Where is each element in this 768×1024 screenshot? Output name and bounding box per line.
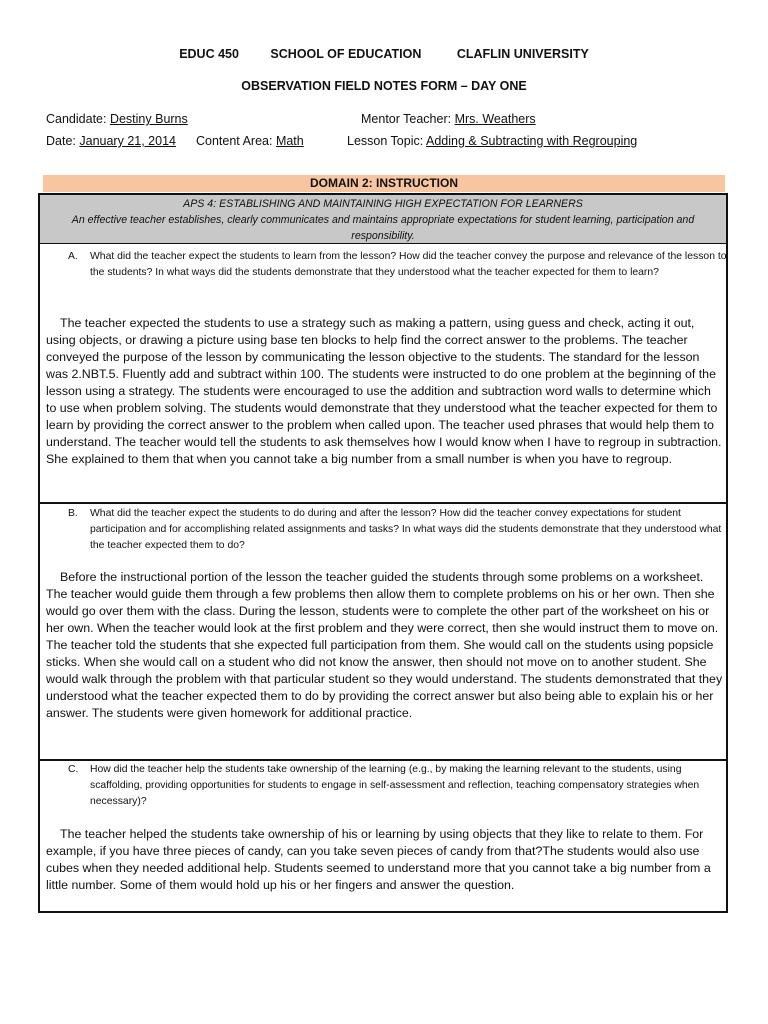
lesson-topic-value: Adding & Subtracting with Regrouping <box>426 134 638 148</box>
answer-a: The teacher expected the students to use a strategy such as making a pattern, using guess and check, acting it out, using objects, or drawing a picture using base ten blocks to help find the correct answer to the problems. The teacher conveyed the purpose of the lesson by communicating the lesson objective to the students. The standard for the lesson was 2.NBT.5. Fluently add and subtract within 100. The students were instructed to do one problem at the beginning of the lesson using a strategy. The students were encouraged to use the addition and subtraction word walls to determine which to use when problem solving. The students would demonstrate that they understood what the teacher expected for them to learn by providing the correct answer to the problem when called upon. The teacher used phrases that would help them to understand. The teacher would tell the students to ask themselves how I would know when I have to regroup in subtraction. She explained to them that when you cannot take a big number from a small number is when you have to regroup. <box>46 316 722 466</box>
content-area-value: Math <box>275 134 304 148</box>
candidate-field <box>46 112 188 126</box>
question-text: How did the teacher help the students take ownership of the learning (e.g., by making the learning relevant to the students, using scaffolding, providing opportunities for students to engage in self-assessment and reflection, teaching compensatory strategies when necessary)? <box>90 764 700 807</box>
section-divider <box>40 759 726 761</box>
question-letter: C. <box>68 764 79 775</box>
question-text: What did the teacher expect the students to do during and after the lesson? How did the teacher convey expectations for student participation and for accomplishing related assignments and tasks? In what ways did the students demonstrate that they understood what the teacher expected them to do? <box>90 508 722 551</box>
form-title: OBSERVATION FIELD NOTES FORM – DAY ONE <box>241 79 527 93</box>
candidate-value: Destiny Burns <box>109 112 188 126</box>
mentor-label: Mentor Teacher: <box>361 112 452 126</box>
domain-heading: DOMAIN 2: INSTRUCTION <box>43 175 725 192</box>
candidate-label: Candidate: <box>46 112 107 126</box>
answer-b: Before the instructional portion of the lesson the teacher guided the students through some problems on a worksheet. The teacher would guide them through a few problems then allow them to complete problems on his or her own. Then she would go over them with the class. During the lesson, students were to complete the other part of the worksheet on his or her own. When the teacher would look at the first problem and they were correct, then she would instruct them to move on. The teacher told the students that she expected full participation from them. She would call on the students using popsicle sticks. When she would call on a student who did not know the answer, then should not move on to another student. She would walk through the problem with that particular student so they would understand. The students demonstrated that they understood what the teacher expected them to do by providing the correct answer but also being able to explain his or her answer. The students were given homework for additional practice. <box>46 570 723 720</box>
observation-frame <box>38 193 728 913</box>
content-area-field <box>196 134 304 148</box>
content-area-label: Content Area: <box>196 134 273 148</box>
question-text: What did the teacher expect the students to learn from the lesson? How did the teacher convey the purpose and relevance of the lesson to the students? In what ways did the students demonstrate that they understood what the teacher expected for them to learn? <box>90 251 727 278</box>
date-label: Date: <box>46 134 76 148</box>
section-divider <box>40 502 726 504</box>
aps-description: An effective teacher establishes, clearly communicates and maintains appropriate expectations for student learning, participation and responsibility. <box>71 214 695 242</box>
mentor-value: Mrs. Weathers <box>454 112 536 126</box>
answer-c: The teacher helped the students take ownership of his or learning by using objects that they like to relate to them. For example, if you have three pieces of candy, can you take seven pieces of candy from that?The students would also use cubes when they needed additional help. Students seemed to understand more that you cannot take a big number from a little number. Some of them would hold up his or her fingers and answer the question. <box>46 827 711 892</box>
lesson-topic-label: Lesson Topic: <box>347 134 424 148</box>
course-code: EDUC 450 <box>179 47 239 61</box>
university-name: CLAFLIN UNIVERSITY <box>456 47 589 61</box>
question-letter: A. <box>68 251 78 262</box>
aps-header <box>40 195 726 244</box>
lesson-topic-field <box>347 134 637 148</box>
question-letter: B. <box>68 508 78 519</box>
aps-title: APS 4: ESTABLISHING AND MAINTAINING HIGH EXPECTATION FOR LEARNERS <box>183 198 583 210</box>
mentor-field <box>361 112 536 126</box>
form-header <box>0 47 768 61</box>
school-name: SCHOOL OF EDUCATION <box>270 47 422 61</box>
date-value: January 21, 2014 <box>79 134 176 148</box>
date-field <box>46 134 176 148</box>
